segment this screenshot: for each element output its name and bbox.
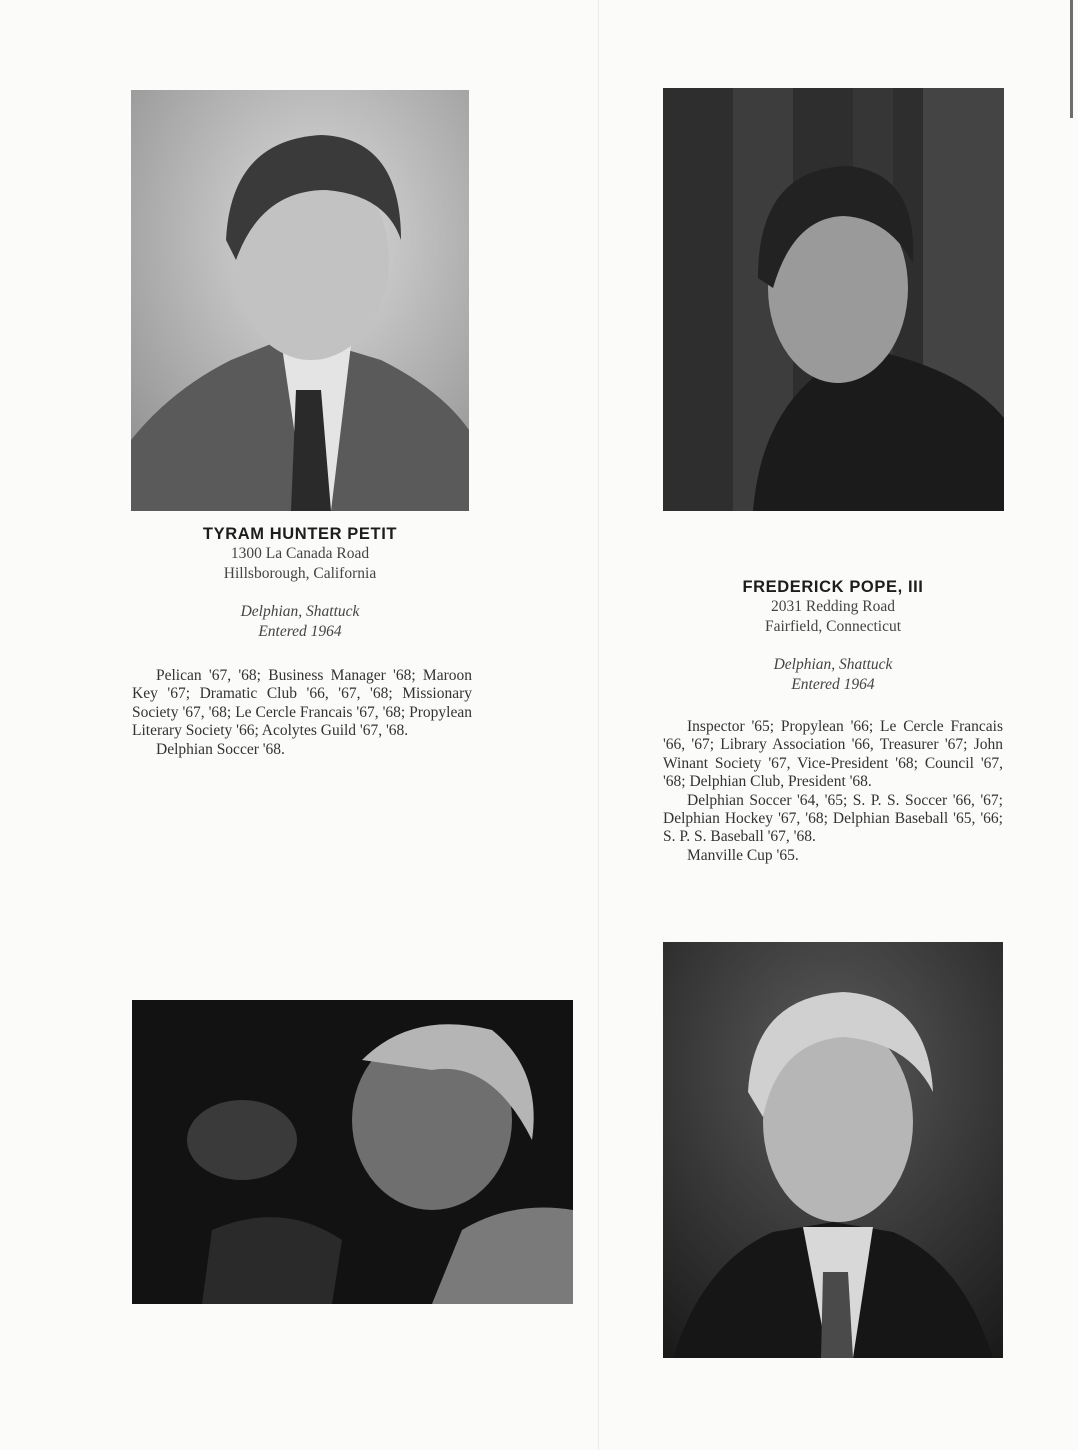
bio-paragraph: Delphian Soccer '68. <box>156 740 285 758</box>
caption-petit <box>100 524 500 642</box>
student-name: FREDERICK POPE, III <box>742 578 924 596</box>
portrait-photo-pope <box>663 942 1003 1358</box>
caption-pope <box>633 577 1033 695</box>
address-line: 1300 La Canada Road <box>230 545 370 562</box>
address-city: Fairfield, Connecticut <box>764 618 902 635</box>
bio-paragraph: Pelican '67, '68; Business Manager '68; Maroon Key '67; Dramatic Club '66, '67, '68; Missionary Society '67, '68; Le Cercle Francais '67, '68; Propylean Literary Society '66; Acolytes Guild '67, '68. <box>132 667 472 740</box>
entered-year: Entered 1964 <box>258 623 342 640</box>
portrait-photo-pope-candid <box>663 88 1004 511</box>
house-affiliation: Delphian, Shattuck <box>773 656 893 673</box>
page-edge-rule <box>1070 0 1073 118</box>
bio-petit <box>132 667 472 759</box>
house-affiliation: Delphian, Shattuck <box>240 603 360 620</box>
bio-paragraph: Manville Cup '65. <box>687 846 799 864</box>
entered-year: Entered 1964 <box>791 676 875 693</box>
bio-paragraph: Delphian Soccer '64, '65; S. P. S. Soccer '66, '67; Delphian Hockey '67, '68; Delphian Baseball '65, '66; S. P. S. Baseball '67, '68. <box>663 791 1003 846</box>
bio-paragraph: Inspector '65; Propylean '66; Le Cercle Francais '66, '67; Library Association '66, Treasurer '67; John Winant Society '67, Vice-President '68; Council '67, '68; Delphian Club, President '68. <box>663 718 1003 791</box>
bio-pope <box>663 718 1003 865</box>
candid-photo-group <box>132 1000 573 1304</box>
student-name: TYRAM HUNTER PETIT <box>202 525 398 543</box>
portrait-photo-petit <box>131 90 469 511</box>
page-fold <box>598 0 599 1450</box>
address-city: Hillsborough, California <box>223 565 377 582</box>
address-line: 2031 Redding Road <box>771 598 895 615</box>
